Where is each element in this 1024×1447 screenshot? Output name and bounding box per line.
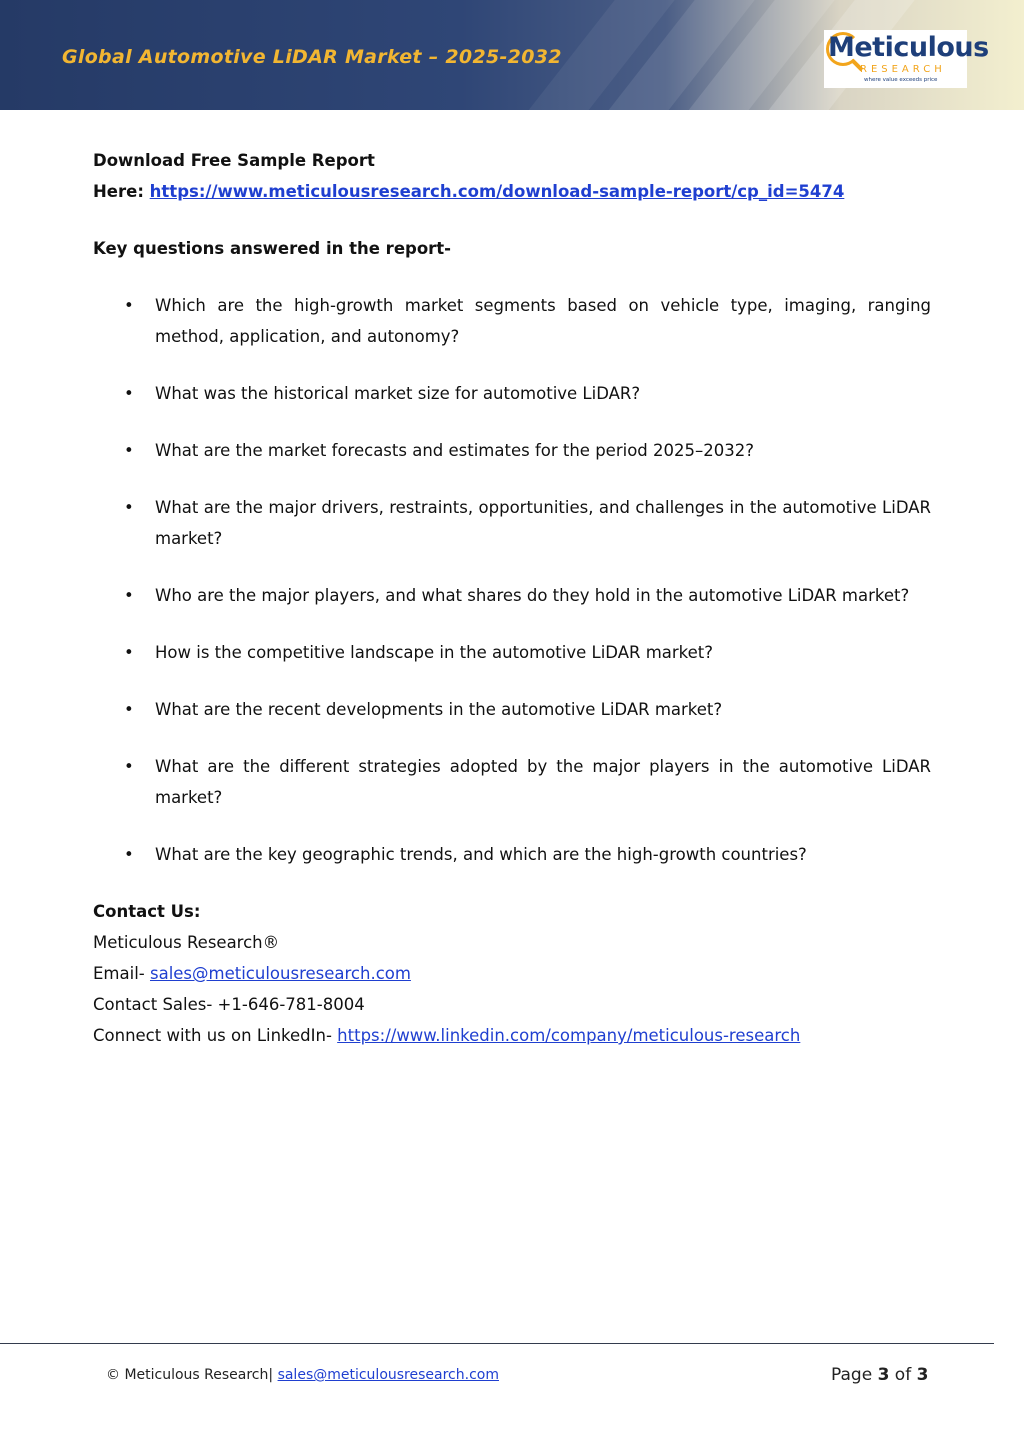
- page-content: [93, 145, 931, 1051]
- list-item: • What are the major drivers, restraints, opportunities, and challenges in the automotive LiDAR market?: [124, 498, 931, 548]
- company-name: Meticulous Research®: [93, 933, 280, 952]
- list-item: • What are the market forecasts and estimates for the period 2025–2032?: [124, 441, 755, 460]
- list-item: • What was the historical market size for automotive LiDAR?: [124, 384, 641, 403]
- list-item: • What are the recent developments in the automotive LiDAR market?: [124, 700, 723, 719]
- email-line: Email- sales@meticulousresearch.com: [93, 964, 411, 983]
- list-item: • What are the key geographic trends, and which are the high-growth countries?: [124, 845, 807, 864]
- email-link[interactable]: sales@meticulousresearch.com: [149, 964, 411, 983]
- linkedin-link[interactable]: https://www.linkedin.com/company/meticulous-research: [337, 1026, 801, 1045]
- meticulous-logo: Meticulous RESEARCH where value exceeds price: [824, 30, 967, 88]
- page-header: [0, 0, 1024, 110]
- download-line: [93, 176, 931, 207]
- list-item: • Who are the major players, and what shares do they hold in the automotive LiDAR market?: [124, 586, 910, 605]
- sample-report-link[interactable]: https://www.meticulousresearch.com/download-sample-report/cp_id=5474: [149, 182, 845, 201]
- footer-divider: [0, 1343, 994, 1344]
- footer-copyright: © Meticulous Research| sales@meticulousresearch.com: [106, 1367, 499, 1383]
- report-title: Global Automotive LiDAR Market – 2025-2032: [62, 46, 562, 68]
- list-item: • Which are the high-growth market segments based on vehicle type, imaging, ranging method, application, and autonomy?: [124, 296, 931, 346]
- questions-list: [93, 290, 931, 870]
- here-label: Here:: [93, 182, 150, 201]
- contact-section: [93, 896, 931, 1051]
- footer-email-link[interactable]: sales@meticulousresearch.com: [277, 1367, 499, 1383]
- page-number: Page 3 of 3: [831, 1365, 929, 1385]
- download-heading: Download Free Sample Report: [93, 151, 375, 170]
- sales-phone: Contact Sales- +1-646-781-8004: [93, 995, 365, 1014]
- questions-heading: Key questions answered in the report-: [93, 239, 452, 258]
- contact-heading: Contact Us:: [93, 902, 201, 921]
- list-item: • How is the competitive landscape in the automotive LiDAR market?: [124, 643, 714, 662]
- linkedin-line: Connect with us on LinkedIn- https://www.linkedin.com/company/meticulous-research: [93, 1026, 801, 1045]
- list-item: • What are the different strategies adopted by the major players in the automotive LiDAR market?: [124, 757, 931, 807]
